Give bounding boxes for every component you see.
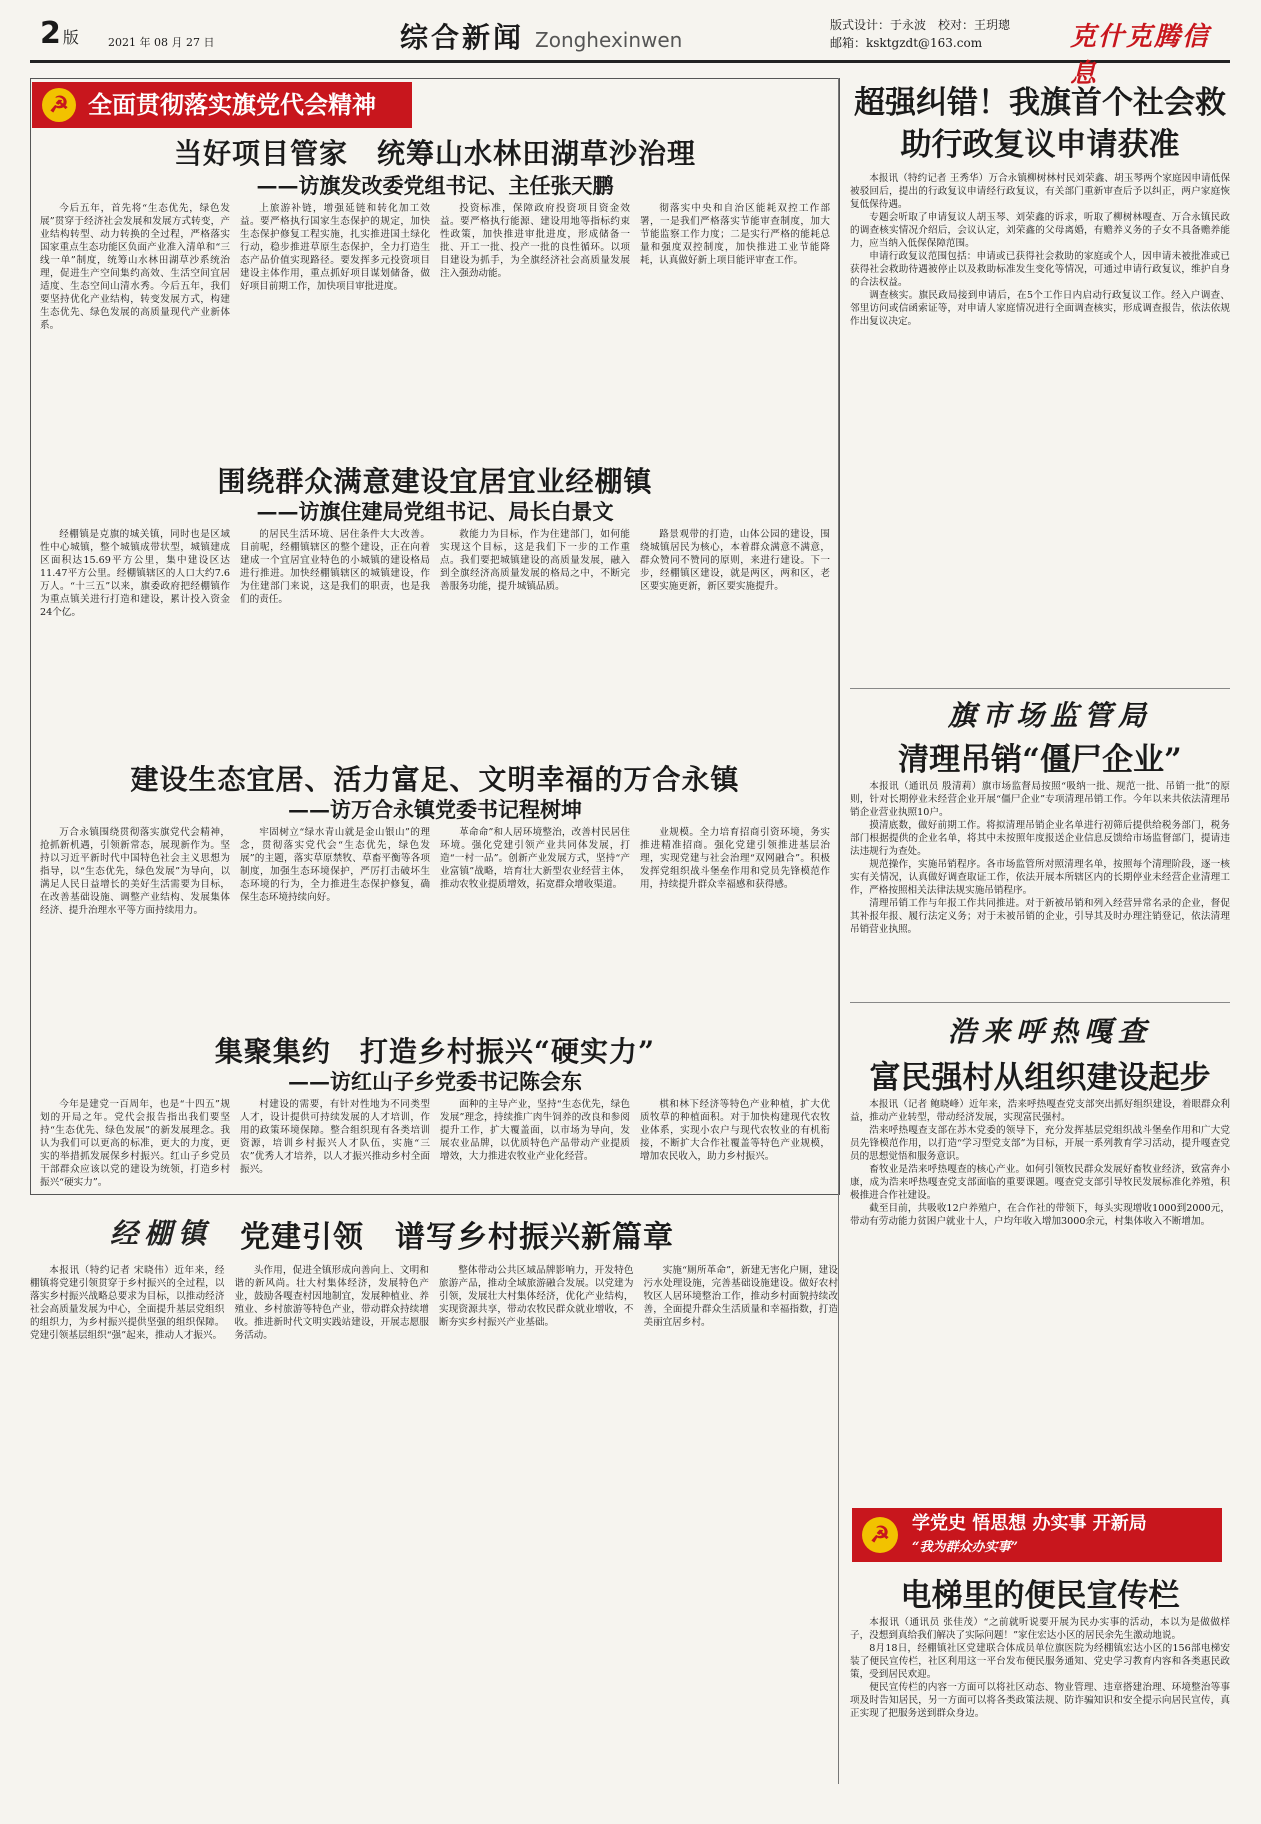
page-number: 2 版 bbox=[40, 16, 79, 51]
party-emblem-icon: ☭ bbox=[862, 1517, 898, 1553]
designer-credit: 版式设计：于永波 校对：王玥璁 bbox=[830, 18, 1011, 32]
article-1-title: 当好项目管家 统筹山水林田湖草沙治理 bbox=[173, 137, 696, 170]
issue-date: 2021 年 08 月 27 日 bbox=[108, 36, 215, 49]
editorial-info bbox=[830, 16, 1010, 52]
article-column: 经棚镇是克旗的城关镇，同时也是区域性中心城镇，整个城镇成带状型，城镇建成区面积达15.69平方公里，集中建设区达11.47平方公里。经棚镇辖区的人口大约7.6万人。“十三五”以来，旗委政府把经棚镇作为重点镇关进行打造和建设，累计投入资金24个亿。 bbox=[40, 529, 230, 618]
right-article-2-kicker: 旗市场监管局 bbox=[947, 699, 1152, 732]
article-1-body bbox=[40, 202, 830, 452]
article-3-title: 建设生态宜居、活力富足、文明幸福的万合永镇 bbox=[130, 763, 740, 796]
bottom-article-kicker: 经棚镇 bbox=[110, 1217, 213, 1250]
article-column: 彻落实中央和自治区能耗双控工作部署，一是我们严格落实节能审查制度，加大节能监察工作力度；二是实行严格的能耗总量和强度双控制度，加快推进工业节能降耗，认真做好新上项目能评审查工作。 bbox=[640, 203, 830, 266]
bottom-article-title: 党建引领 谱写乡村振兴新篇章 bbox=[240, 1220, 674, 1255]
article-column: 万合永镇围绕贯彻落实旗党代会精神，抢抓新机遇，引领新常态，展现新作为。坚持以习近平新时代中国特色社会主义思想为指导，以“生态优先，绿色发展”为导向，以满足人民日益增长的美好生活需要为目标，在改善基础设施、调整产业结构、发展集体经济、提升治理水平等方面持续用力。 bbox=[40, 827, 230, 916]
article-column: 上旅游补链，增强延链和转化加工效益。要严格执行国家生态保护的规定，加快生态保护修复工程实施，扎实推进国土绿化行动，稳步推进草原生态保护，全力打造生态产品价值实现路径。要发挥多元投资项目建设主体作用，重点抓好项目谋划储备，做好项目前期工作，加快项目审批进度。 bbox=[240, 203, 430, 292]
section-pinyin: Zonghexinwen bbox=[535, 28, 683, 52]
article-column: 投资标准，保障政府投资项目资金效益。要严格执行能源、建设用地等指标约束性政策，加快推进审批进度，形成储备一批、开工一批、投产一批的良性循环。以项目建设为抓手，为全旗经济社会高质量发展注入强劲动能。 bbox=[440, 203, 630, 279]
article-2-body bbox=[40, 528, 830, 746]
theme-banner-sub: “我为群众办实事” bbox=[912, 1540, 1018, 1555]
masthead-logo: 克什克腾信息 bbox=[1070, 22, 1211, 89]
article-4-title: 集聚集约 打造乡村振兴“硬实力” bbox=[214, 1035, 656, 1068]
article-column: 整体带动公共区域品牌影响力，开发特色旅游产品，推动全域旅游融合发展。以党建为引领，发展壮大村集体经济，优化产业结构，实现资源共享，带动农牧民群众就业增收，不断夯实乡村振兴产业基础。 bbox=[439, 1265, 634, 1328]
right-article-3-body: 本报讯（记者 鲍晓峰）近年来，浩来呼热嘎查党支部突出抓好组织建设，着眼群众利益，推动产业转型，带动经济发展，实现富民强村。 浩来呼热嘎查支部在苏木党委的领导下，充分发挥基层党组织战斗堡垒作用和广大党员先锋模范作用，以打造“学习型党支部”为目标，开展一系列教育学习活动，提升嘎查党员的思想觉悟和服务意识。 畜牧业是浩来呼热嘎查的核心产业。如何引领牧民群众发展好畜牧业经济，致富奔小康，成为浩来呼热嘎查党支部面临的重要课题。嘎查党支部引导牧民发展标准化养殖，积极推进合作社建设。 截至目前，共吸收12户养殖户，在合作社的带领下，每头实现增收1000到2000元，带动有劳动能力贫困户就业十人，户均年收入增加3000余元，村集体收入不断增加。 bbox=[850, 1099, 1230, 1227]
article-4-subtitle: ——访红山子乡党委书记陈会东 bbox=[288, 1069, 582, 1094]
article-3-subtitle: ——访万合永镇党委书记程树坤 bbox=[288, 797, 582, 822]
right-article-4-body: 本报讯（通讯员 张佳茂）“之前就听说要开展为民办实事的活动，本以为是做做样子，没想到真给我们解决了实际问题！”家住宏达小区的居民余先生激动地说。 8月18日，经棚镇社区党建联合体成员单位旗医院为经棚镇宏达小区的156部电梯安装了便民宣传栏，社区利用这一平台发布便民服务通知、党史学习教育内容和各类惠民政策，受到居民欢迎。 便民宣传栏的内容一方面可以将社区动态、物业管理、违章搭建治理、环境整治等事项及时告知居民，另一方面可以将各类政策法规、防诈骗知识和安全提示向居民宣传，真正实现了把服务送到群众身边。 bbox=[850, 1617, 1230, 1719]
section-title: 综合新闻 bbox=[400, 21, 525, 54]
theme-banner-main: 学党史 悟思想 办实事 开新局 bbox=[912, 1513, 1147, 1534]
divider bbox=[850, 1002, 1230, 1003]
page-header bbox=[30, 10, 1230, 89]
bottom-article-body bbox=[30, 1264, 838, 1784]
article-column: 路景观带的打造，山体公园的建设，围绕城镇居民为核心，本着群众满意不满意，群众赞同不赞同的原则，来进行建设。下一步，经棚镇区建设，就是两区，两和区，老区要实施更新，新区要实施提升。 bbox=[640, 529, 830, 592]
article-column: 今年是建党一百周年，也是“十四五”规划的开局之年。党代会报告指出我们要坚持“生态优先、绿色发展”的新发展理念。我认为我们可以更高的标准，更大的力度，更实的举措抓发展保乡村振兴。红山子乡党员干部群众应该以党的建设为统领，打造乡村振兴“硬实力”。 bbox=[40, 1099, 230, 1188]
article-column: 今后五年，首先将“生态优先，绿色发展”贯穿于经济社会发展和发展方式转变，产业结构转型、动力转换的全过程，严格落实国家重点生态功能区负面产业准入清单和“三线一单”制度，统筹山水林田湖草沙系统治理，促进生产空间集约高效、生活空间宜居适度、生态空间山清水秀。今后五年，我们要坚持优化产业结构，转变发展方式，构建生态优先、绿色发展的高质量现代产业新体系。 bbox=[40, 203, 230, 331]
article-column: 面种的主导产业，坚持“生态优先，绿色发展”理念，持续推广肉牛饲养的改良和参阅提升工作，扩大覆盖面，以市场为导向，发展农业品牌，以优质特色产品带动产业提质增效，大力推进农牧业产业化经营。 bbox=[440, 1099, 630, 1162]
right-article-2-body: 本报讯（通讯员 殷清莉）旗市场监督局按照“吸纳一批、规范一批、吊销一批”的原则，针对长期停业未经营企业开展“僵尸企业”专项清理吊销工作。今年以来共依法清理吊销企业营业执照10户。 摸清底数，做好前期工作。将拟清理吊销企业名单进行初筛后提供给税务部门，税务部门根据提供的企业名单，将其中未按照年度报送企业信息反馈给市场监督部门，提请违法违规行为查处。 规范操作，实施吊销程序。各市场监管所对照清理名单，按照每个清理阶段，逐一核实有关情况，认真做好调查取证工作，依法开展本所辖区内的长期停业未经营企业清理工作，严格按照相关法律法规实施吊销程序。 清理吊销工作与年报工作共同推进。对于新被吊销和列入经营异常名录的企业，督促其补报年报、履行法定义务；对于未被吊销的企业，引导其及时办理注销登记，依法清理吊销营业执照。 bbox=[850, 781, 1230, 935]
article-column: 棋和林下经济等特色产业种植，扩大优质牧草的种植面积。对于加快构建现代农牧业体系，实现小农户与现代农牧业的有机衔接，不断扩大合作社覆盖等特色产业规模，增加农民收入，助力乡村振兴。 bbox=[640, 1099, 830, 1162]
right-article-2-title: 清理吊销“僵尸企业” bbox=[898, 742, 1182, 778]
article-column: 实施“厕所革命”，新建无害化户厕，建设污水处理设施，完善基础设施建设。做好农村牧区人居环境整治工作，推动乡村面貌持续改善，全面提升群众生活质量和幸福指数，打造美丽宜居乡村。 bbox=[643, 1265, 838, 1328]
article-4-body bbox=[40, 1098, 830, 1188]
right-article-1-body: 本报讯（特约记者 王秀华）万合永镇柳树林村民刘荣鑫、胡玉琴两个家庭因申请低保被驳回后，提出的行政复议申请经行政复议，有关部门重新审查后予以纠正，两户家庭恢复低保待遇。 专题会听取了申请复议人胡玉琴、刘荣鑫的诉求，听取了柳树林嘎查、万合永镇民政的调查核实情况介绍后，会议认定，刘荣鑫的父母离婚，有赡养义务的子女不具备赡养能力，应当纳入低保保障范围。 申请行政复议范围包括：申请或已获得社会救助的家庭或个人，因申请未被批准或已获得社会救助待遇被停止以及救助标准发生变化等情况，可通过申请行政复议，维护自身的合法权益。 调查核实。旗民政局接到申请后，在5个工作日内启动行政复议工作。经入户调查、邻里访问或信函索证等，对申请人家庭情况进行全面调查核实，形成调查报告，依法依规作出复议决定。 bbox=[850, 173, 1230, 327]
divider bbox=[850, 688, 1230, 689]
right-article-3-title: 富民强村从组织建设起步 bbox=[869, 1060, 1211, 1096]
article-column: 的居民生活环境、居住条件大大改善。目前呢，经棚镇辖区的整个建设，正在向着建成一个宜居宜业特色的小城镇的建设格局进行推进。加快经棚镇辖区的城镇建设，作为住建部门来说，这是我们的职责，也是我们的责任。 bbox=[240, 529, 430, 605]
right-article-1-title: 超强纠错！我旗首个社会救助行政复议申请获准 bbox=[854, 85, 1226, 163]
party-emblem-icon: ☭ bbox=[42, 88, 76, 122]
article-2-title: 围绕群众满意建设宜居宜业经棚镇 bbox=[217, 465, 653, 498]
article-column: 救能力为目标，作为住建部门，如何能实现这个目标，这是我们下一步的工作重点。我们要把城镇建设的高质量发展，融入到全旗经济高质量发展的格局之中，不断完善服务功能，提升城镇品质。 bbox=[440, 529, 630, 592]
column-divider bbox=[838, 78, 839, 1784]
right-article-3-kicker: 浩来呼热嘎查 bbox=[947, 1015, 1152, 1048]
article-column: 业规模。全力培育招商引资环境，务实推进精准招商。强化党建引领推进基层治理，实现党建与社会治理“双网融合”。积极发挥党组织战斗堡垒作用和党员先锋模范作用，持续提升群众幸福感和获得感。 bbox=[640, 827, 830, 890]
section-banner bbox=[32, 82, 412, 128]
article-column: 头作用，促进全镇形成向善向上、文明和谐的新风尚。壮大村集体经济，发展特色产业，鼓励各嘎查村因地制宜，发展种植业、养殖业、乡村旅游等特色产业，带动群众持续增收。推进新时代文明实践站建设，开展志愿服务活动。 bbox=[234, 1265, 429, 1341]
article-1-subtitle: ——访旗发改委党组书记、主任张天鹏 bbox=[256, 173, 614, 198]
article-3-body bbox=[40, 826, 830, 1026]
email-address: 邮箱：ksktgzdt@163.com bbox=[830, 36, 983, 50]
banner-text: 全面贯彻落实旗党代会精神 bbox=[88, 90, 376, 119]
article-column: 本报讯（特约记者 宋晓伟）近年来，经棚镇将党建引领贯穿于乡村振兴的全过程，以落实乡村振兴战略总要求为目标，以推动经济社会高质量发展为中心，全面提升基层党组织的组织力，为乡村振兴提供坚强的组织保障。党建引领基层组织“强”起来，推动人才振兴。 bbox=[30, 1265, 225, 1341]
right-article-4-title: 电梯里的便民宣传栏 bbox=[900, 1578, 1180, 1614]
article-2-subtitle: ——访旗住建局党组书记、局长白景文 bbox=[256, 499, 614, 524]
article-column: 革命命”和人居环境整治，改善村民居住环境。强化党建引领产业共同体发展，打造“一村一品”。创新产业发展方式，坚持“产业富镇”战略，培育壮大新型农业经营主体，推动农牧业提质增效，拓宽群众增收渠道。 bbox=[440, 827, 630, 890]
article-column: 村建设的需要，有针对性地为不同类型人才，设计提供可持续发展的人才培训，作用的政策环境保障。整合组织现有各类培训资源，培训乡村振兴人才队伍，实施“三农”优秀人才培养，以人才振兴推动乡村全面振兴。 bbox=[240, 1099, 430, 1175]
theme-banner bbox=[852, 1508, 1222, 1562]
article-column: 牢固树立“绿水青山就是金山银山”的理念，贯彻落实党代会“生态优先，绿色发展”的主题，落实草原禁牧、草畜平衡等各项制度，加强生态环境保护，严厉打击破坏生态环境的行为，全力推进生态保护修复，确保生态环境持续向好。 bbox=[240, 827, 430, 903]
